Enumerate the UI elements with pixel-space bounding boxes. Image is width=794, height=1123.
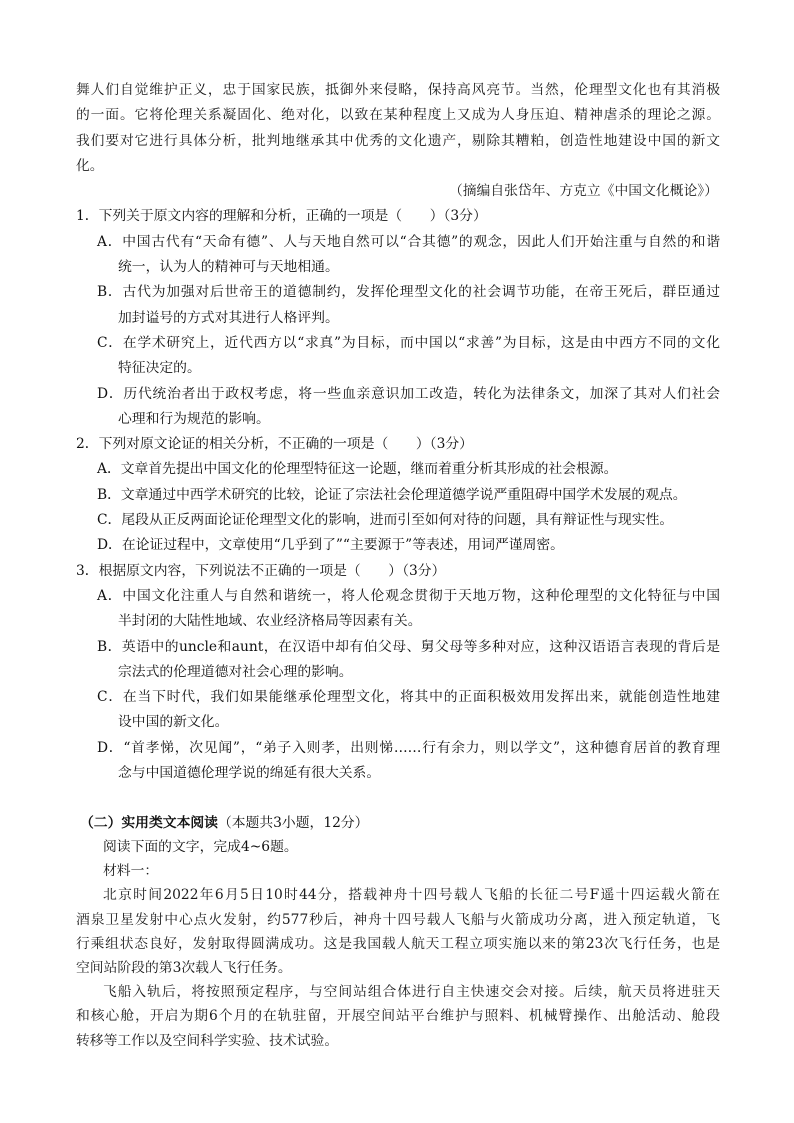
option-d: D．历代统治者出于政权考虑，将一些血亲意识加工改造，转化为法律条文，加深了其对人们社会 [97, 385, 720, 402]
option-c: C．在学术研究上，近代西方以“求真”为目标，而中国以“求善”为目标，这是由中西方不同的文化 [97, 334, 720, 351]
option-a: A．中国古代有“天命有德”、人与天地自然可以“合其德”的观念，因此人们开始注重与自然的和谐 [97, 233, 720, 250]
question-1 [76, 204, 720, 432]
material-line: 酒泉卫星发射中心点火发射，约577秒后，神舟十四号载人飞船与火箭成功分离，进入预定轨道，飞 [76, 911, 720, 928]
material-line: 和核心舱，开启为期6个月的在轨驻留，开展空间站平台维护与照料、机械臂操作、出舱活动、舱段 [76, 1008, 720, 1025]
section-title: （二）实用类文本阅读 [80, 814, 218, 831]
question-stem: 1．下列关于原文内容的理解和分析，正确的一项是（ ）（3分） [76, 208, 487, 225]
question-3 [76, 559, 720, 787]
option-a: A．中国文化注重人与自然和谐统一，将人伦观念贯彻于天地万物，这种伦理型的文化特征与中国 [97, 587, 720, 604]
option-c: C．尾段从正反两面论证伦理型文化的影响，进而引至如何对待的问题，具有辩证性与现实性。 [97, 512, 674, 529]
option-d: D．“首孝悌，次见闻”，“弟子入则孝，出则悌……行有余力，则以学文”，这种德育居首的教育理 [97, 739, 720, 756]
option-b: B．古代为加强对后世帝王的道德制约，发挥伦理型文化的社会调节功能，在帝王死后，群臣通过 [97, 284, 720, 301]
material-line: 行乘组状态良好，发射取得圆满成功。这是我国载人航天工程立项实施以来的第23次飞行任务，也是 [76, 935, 720, 952]
material-label: 材料一： [103, 863, 159, 880]
passage [76, 78, 720, 204]
question-stem: 3．根据原文内容，下列说法不正确的一项是（ ）（3分） [76, 562, 446, 579]
material-paragraph-2 [76, 980, 720, 1053]
section-note: （本题共3小题，12分） [217, 814, 369, 831]
option-b: B．文章通过中西学术研究的比较，论证了宗法社会伦理道德学说严重阻碍中国学术发展的观点。 [97, 486, 687, 503]
passage-line: 的一面。它将伦理关系凝固化、绝对化，以致在某种程度上又成为人身压迫、精神虐杀的理论之源。 [76, 107, 720, 124]
section-practical-reading [76, 811, 720, 1053]
material-line: 转移等工作以及空间科学实验、技术试验。 [76, 1032, 339, 1049]
option-b-cont: 宗法式的伦理道德对社会心理的影响。 [118, 663, 353, 680]
option-c-cont: 特征决定的。 [118, 360, 201, 377]
passage-line: 我们要对它进行具体分析，批判地继承其中优秀的文化遗产，剔除其糟粕，创造性地建设中国的新文 [76, 132, 720, 149]
option-b: B．英语中的uncle和aunt，在汉语中却有伯父母、舅父母等多种对应，这种汉语语言表现的背后是 [97, 638, 720, 655]
question-stem: 2．下列对原文论证的相关分析，不正确的一项是（ ）（3分） [76, 436, 473, 453]
passage-line: 化。 [76, 157, 104, 174]
option-d-cont: 心理和行为规范的影响。 [118, 410, 270, 427]
option-c-cont: 设中国的新文化。 [118, 714, 229, 731]
passage-source: （摘编自张岱年、方克立《中国文化概论》） [448, 183, 718, 200]
option-d-cont: 念与中国道德伦理学说的绵延有很大关系。 [118, 765, 381, 782]
option-b-cont: 加封谥号的方式对其进行人格评判。 [118, 309, 339, 326]
question-2 [76, 432, 720, 558]
option-d: D．在论证过程中，文章使用“几乎到了”“主要源于”等表述，用词严谨周密。 [97, 537, 564, 554]
option-a: A．文章首先提出中国文化的伦理型特征这一论题，继而着重分析其形成的社会根源。 [97, 461, 618, 478]
section-instruction: 阅读下面的文字，完成4~6题。 [103, 839, 298, 855]
material-paragraph-1 [76, 883, 720, 980]
passage-line: 舞人们自觉维护正义，忠于国家民族，抵御外来侵略，保持高风亮节。当然，伦理型文化也有其消极 [76, 82, 720, 98]
material-line: 空间站阶段的第3次载人飞行任务。 [76, 959, 292, 976]
material-line: 北京时间2022年6月5日10时44分，搭载神舟十四号载人飞船的长征二号F遥十四运载火箭在 [103, 887, 720, 904]
section-heading [76, 811, 720, 835]
option-a-cont: 统一，认为人的精神可与天地相通。 [118, 259, 339, 276]
option-c: C．在当下时代，我们如果能继承伦理型文化，将其中的正面积极效用发挥出来，就能创造性地建 [97, 689, 720, 706]
material-line: 飞船入轨后，将按照预定程序，与空间站组合体进行自主快速交会对接。后续，航天员将进驻天 [103, 984, 720, 1001]
option-a-cont: 半封闭的大陆性地域、农业经济格局等因素有关。 [118, 613, 422, 630]
